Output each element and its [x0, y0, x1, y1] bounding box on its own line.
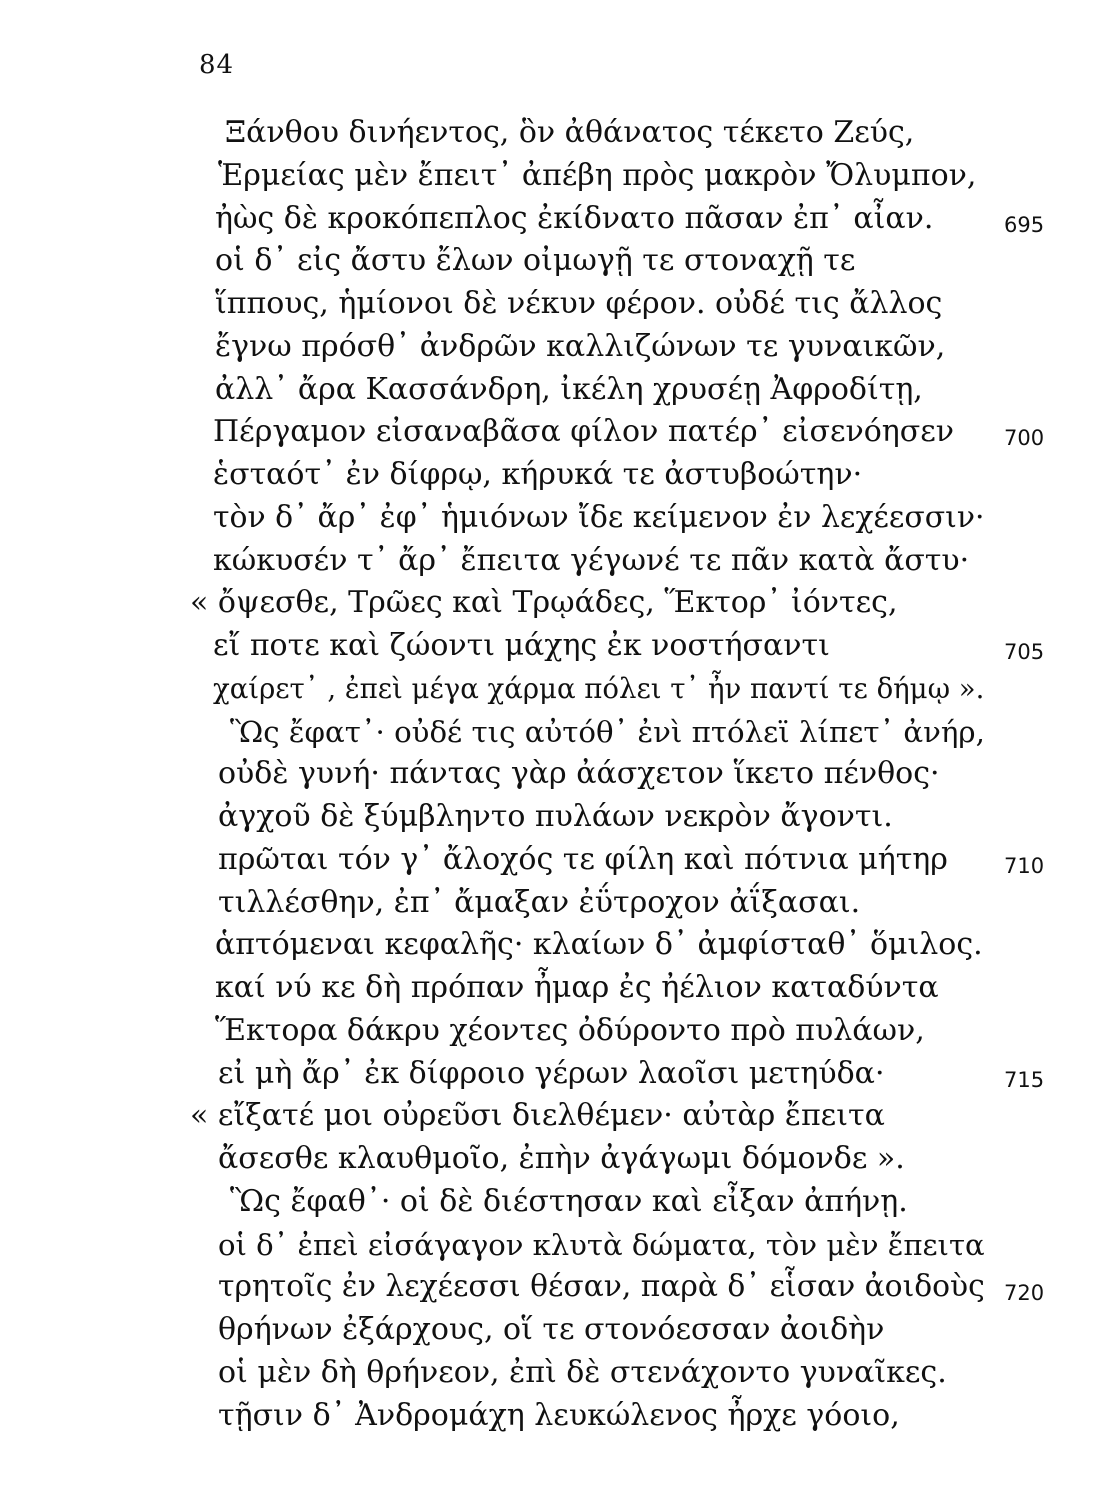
- verse-line: [0, 112, 1111, 155]
- verse-text: οἱ δ᾽ ἐπεὶ εἰσάγαγον κλυτὰ δώματα, τὸν μὲν ἔπειτα: [218, 1227, 985, 1262]
- verse-line: [0, 796, 1111, 839]
- verse-text: Ὣς ἔφατ᾽· οὐδέ τις αὐτόθ᾽ ἐνὶ πτόλεϊ λίπετ᾽ ἀνήρ,: [230, 714, 985, 749]
- line-number: 700: [1004, 426, 1045, 451]
- verse-line: [0, 967, 1111, 1010]
- verse-text: « ὄψεσθε, Τρῶες καὶ Τρῳάδες, Ἕκτορ᾽ ἰόντες,: [190, 585, 898, 621]
- verse-line: [0, 839, 1111, 882]
- line-number: 720: [1004, 1281, 1045, 1306]
- verse-text: ἔγνω πρόσθ᾽ ἀνδρῶν καλλιζώνων τε γυναικῶν,: [215, 328, 946, 364]
- verse-line: [0, 369, 1111, 412]
- verse-line: [0, 1309, 1111, 1352]
- verse-text: ἠὼς δὲ κροκόπεπλος ἐκίδνατο πᾶσαν ἐπ᾽ αἶαν.: [215, 200, 934, 236]
- verse-line: [0, 1224, 1111, 1267]
- verse-text: ἵππους, ἡμίονοι δὲ νέκυν φέρον. οὐδέ τις ἄλλος: [215, 286, 943, 321]
- verse-line: [0, 411, 1111, 454]
- poem-text: [0, 112, 1111, 1437]
- verse-text: Ὣς ἔφαθ᾽· οἱ δὲ διέστησαν καὶ εἶξαν ἀπήνῃ.: [230, 1183, 908, 1219]
- verse-text: Ξάνθου δινήεντος, ὃν ἀθάνατος τέκετο Ζεύς,: [225, 115, 915, 150]
- verse-text: τὸν δ᾽ ἄρ᾽ ἐφ᾽ ἡμιόνων ἴδε κείμενον ἐν λεχέεσσιν·: [213, 499, 985, 535]
- line-number: 705: [1004, 640, 1045, 664]
- verse-line: [0, 240, 1111, 283]
- verse-line: [0, 1395, 1111, 1438]
- verse-line: [0, 582, 1111, 625]
- verse-line: [0, 198, 1111, 241]
- verse-text: ἄσεσθε κλαυθμοῖο, ἐπὴν ἀγάγωμι δόμονδε ».: [218, 1141, 905, 1176]
- verse-text: τιλλέσθην, ἐπ᾽ ἄμαξαν ἐΰτροχον ἀΐξασαι.: [218, 884, 861, 920]
- verse-text: θρήνων ἐξάρχους, οἵ τε στονόεσσαν ἀοιδὴν: [218, 1312, 885, 1347]
- verse-line: [0, 1010, 1111, 1053]
- verse-line: [0, 497, 1111, 540]
- verse-line: [0, 540, 1111, 583]
- verse-text: Ἑρμείας μὲν ἔπειτ᾽ ἀπέβη πρὸς μακρὸν Ὄλυμπον,: [218, 157, 977, 193]
- verse-text: χαίρετ᾽ , ἐπεὶ μέγα χάρμα πόλει τ᾽ ἦν παντί τε δήμῳ ».: [213, 672, 985, 705]
- verse-line: [0, 1138, 1111, 1181]
- verse-text: πρῶται τόν γ᾽ ἄλοχός τε φίλη καὶ πότνια μήτηρ: [218, 841, 948, 877]
- verse-text: ἀλλ᾽ ἄρα Κασσάνδρη, ἰκέλη χρυσέῃ Ἀφροδίτῃ,: [215, 371, 923, 407]
- verse-text: καί νύ κε δὴ πρόπαν ἦμαρ ἐς ἠέλιον καταδύντα: [215, 970, 939, 1005]
- verse-text: Ἕκτορα δάκρυ χέοντες ὀδύροντο πρὸ πυλάων,: [215, 1012, 925, 1048]
- verse-text: οἱ μὲν δὴ θρήνεον, ἐπὶ δὲ στενάχοντο γυναῖκες.: [218, 1354, 947, 1390]
- verse-text: κώκυσέν τ᾽ ἄρ᾽ ἔπειτα γέγωνέ τε πᾶν κατὰ ἄστυ·: [213, 542, 970, 578]
- verse-text: ἀγχοῦ δὲ ξύμβληντο πυλάων νεκρὸν ἄγοντι.: [218, 799, 893, 834]
- verse-text: ἑσταότ᾽ ἐν δίφρῳ, κήρυκά τε ἀστυβοώτην·: [213, 457, 863, 492]
- verse-line: [0, 1095, 1111, 1138]
- verse-text: οἱ δ᾽ εἰς ἄστυ ἔλων οἰμωγῇ τε στοναχῇ τε: [215, 243, 856, 279]
- verse-text: οὐδὲ γυνή· πάντας γὰρ ἀάσχετον ἵκετο πένθος·: [218, 756, 940, 792]
- verse-line: [0, 155, 1111, 198]
- page-number: 84: [199, 50, 235, 80]
- verse-line: [0, 326, 1111, 369]
- line-number: 695: [1004, 212, 1045, 237]
- verse-line: [0, 1352, 1111, 1395]
- verse-line: [0, 283, 1111, 326]
- verse-text: εἴ ποτε καὶ ζώοντι μάχης ἐκ νοστήσαντι: [213, 628, 830, 663]
- verse-text: τρητοῖς ἐν λεχέεσσι θέσαν, παρὰ δ᾽ εἷσαν ἀοιδοὺς: [218, 1269, 985, 1305]
- verse-line: [0, 1181, 1111, 1224]
- verse-text: ἁπτόμεναι κεφαλῆς· κλαίων δ᾽ ἀμφίσταθ᾽ ὅμιλος.: [215, 927, 983, 963]
- verse-line: [0, 1053, 1111, 1096]
- verse-line: [0, 924, 1111, 967]
- verse-text: « εἴξατέ μοι οὐρεῦσι διελθέμεν· αὐτὰρ ἔπειτα: [190, 1098, 885, 1134]
- verse-line: [0, 882, 1111, 925]
- line-number: 715: [1004, 1067, 1045, 1092]
- verse-text: Πέργαμον εἰσαναβᾶσα φίλον πατέρ᾽ εἰσενόησεν: [213, 414, 955, 450]
- verse-line: [0, 625, 1111, 668]
- verse-line: [0, 753, 1111, 796]
- verse-line: [0, 668, 1111, 711]
- verse-line: [0, 711, 1111, 754]
- verse-text: εἰ μὴ ἄρ᾽ ἐκ δίφροιο γέρων λαοῖσι μετηύδα·: [218, 1055, 885, 1091]
- verse-text: τῇσιν δ᾽ Ἀνδρομάχη λευκώλενος ἦρχε γόοιο,: [218, 1397, 900, 1433]
- verse-line: [0, 1266, 1111, 1309]
- line-number: 710: [1004, 853, 1045, 878]
- verse-line: [0, 454, 1111, 497]
